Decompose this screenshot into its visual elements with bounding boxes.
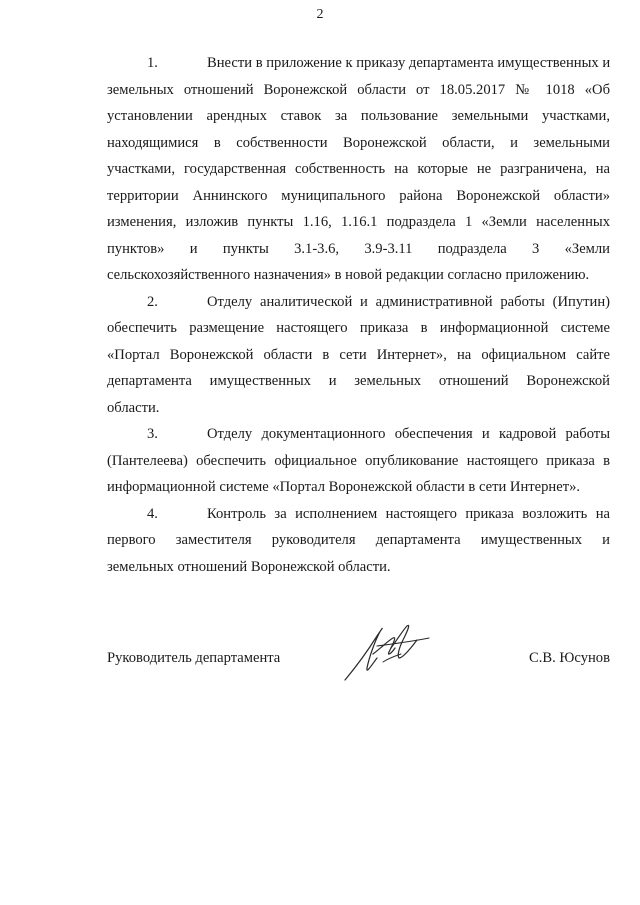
page-number: 2 xyxy=(316,7,324,22)
paragraph-line: области. xyxy=(107,399,160,416)
paragraph-line: земельных отношений Воронежской области от 18.05.2017 № 1018 «Об xyxy=(107,81,610,98)
paragraph-line: участками, государственная собственность на которые не разграничена, на xyxy=(107,161,610,177)
paragraph-line: Отделу документационного обеспечения и кадровой работы xyxy=(207,426,610,442)
paragraph-number: 4. xyxy=(147,505,158,522)
paragraph-number: 2. xyxy=(147,293,158,310)
paragraph-line: (Пантелеева) обеспечить официальное опубликование настоящего приказа в xyxy=(107,452,610,469)
document-body xyxy=(107,50,610,580)
paragraph-line: первого заместителя руководителя департамента имущественных и xyxy=(107,532,610,548)
paragraph-3 xyxy=(107,421,610,501)
paragraph-first-line xyxy=(107,50,610,77)
paragraph-line: информационной системе «Портал Воронежской области в сети Интернет». xyxy=(107,479,581,495)
paragraph-first-line xyxy=(107,421,610,448)
paragraph-line: территории Аннинского муниципального района Воронежской области» xyxy=(107,187,610,204)
signature-block xyxy=(107,648,610,678)
signatory-title: Руководитель департамента xyxy=(107,650,281,666)
handwritten-signature xyxy=(337,618,437,688)
paragraph-4 xyxy=(107,501,610,581)
paragraph-line: находящимися в собственности Воронежской области, и земельными xyxy=(107,134,610,151)
paragraph-line: сельскохозяйственного назначения» в новой редакции согласно приложению. xyxy=(107,267,590,283)
paragraph-number: 1. xyxy=(147,55,158,71)
paragraph-line: пунктов» и пункты 3.1-3.6, 3.9-3.11 подраздела 3 «Земли xyxy=(107,240,610,257)
paragraph-line: Контроль за исполнением настоящего приказа возложить на xyxy=(207,505,610,522)
paragraph-line: обеспечить размещение настоящего приказа в информационной системе xyxy=(107,320,610,336)
paragraph-line: изменения, изложив пункты 1.16, 1.16.1 подраздела 1 «Земли населенных xyxy=(107,214,610,230)
paragraph-first-line xyxy=(107,289,610,316)
signatory-name: С.В. Юсунов xyxy=(529,650,610,666)
paragraph-line: департамента имущественных и земельных отношений Воронежской xyxy=(107,373,610,389)
paragraph-2 xyxy=(107,289,610,422)
paragraph-line: «Портал Воронежской области в сети Интернет», на официальном сайте xyxy=(107,346,610,363)
paragraph-line: Отделу аналитической и административной работы (Ипутин) xyxy=(207,293,610,310)
paragraph-line: установлении арендных ставок за пользование земельными участками, xyxy=(107,108,610,124)
paragraph-line: земельных отношений Воронежской области. xyxy=(107,558,391,575)
paragraph-1 xyxy=(107,50,610,289)
paragraph-first-line xyxy=(107,501,610,528)
paragraph-number: 3. xyxy=(147,426,158,442)
paragraph-line: Внести в приложение к приказу департамента имущественных и xyxy=(207,55,611,71)
